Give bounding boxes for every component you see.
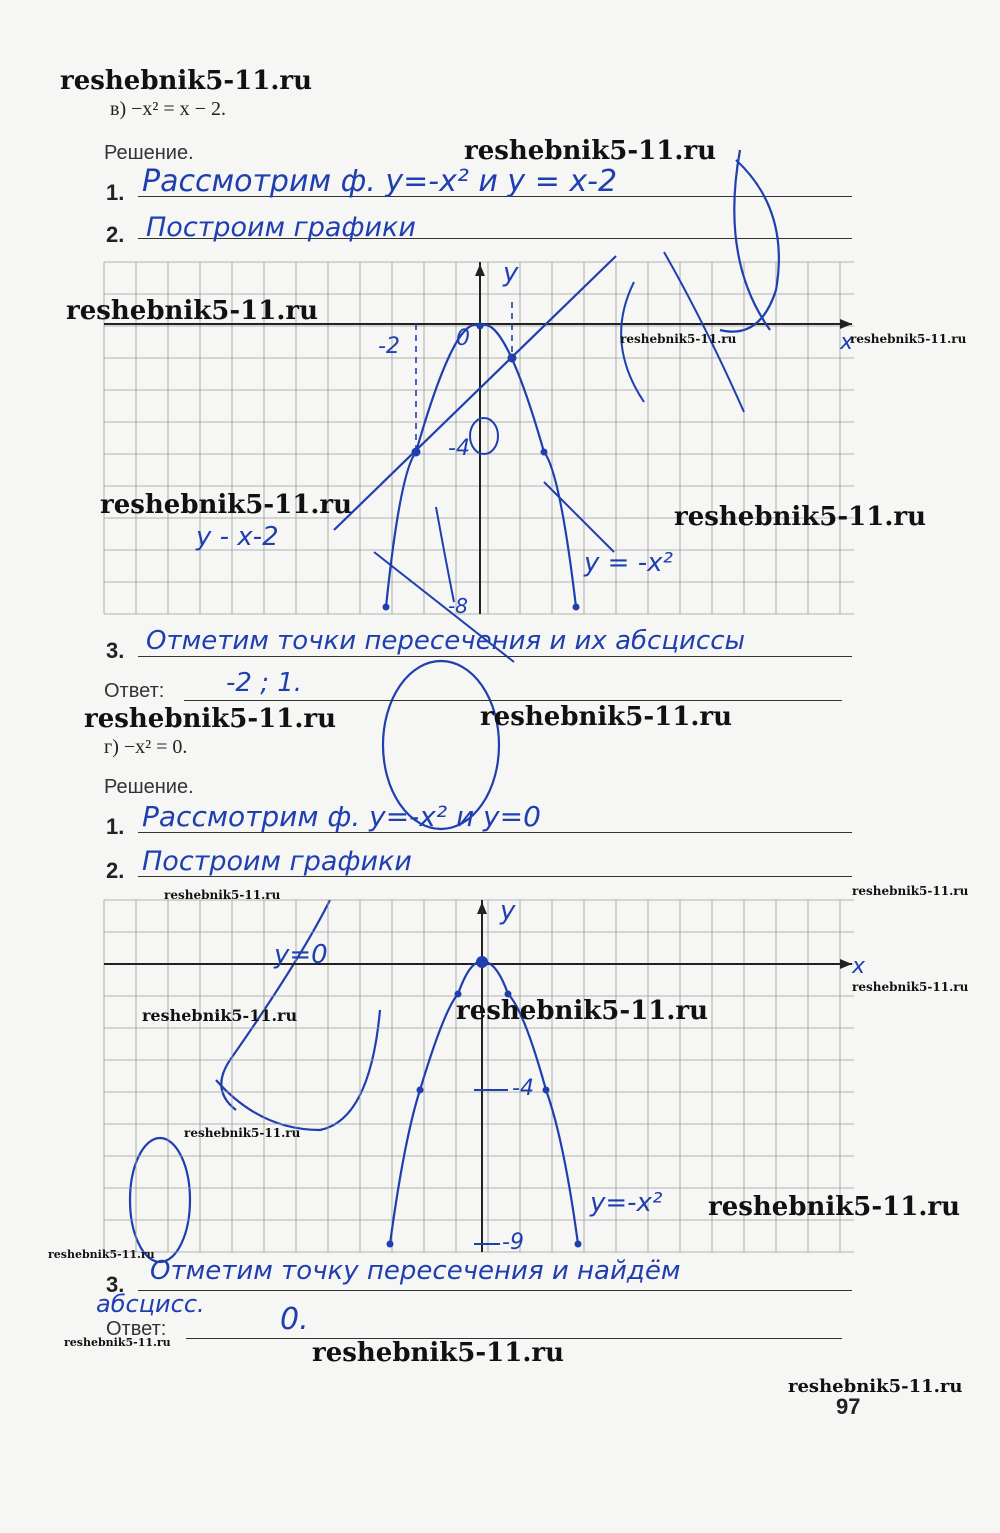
answer-line [138,1290,852,1291]
answer-v: -2 ; 1. [226,668,303,698]
watermark: reshebnik5-11.ru [788,1376,963,1397]
step-number-g2: 2. [106,858,125,883]
graph-v-x-label: x [840,330,854,355]
problem-g: г) −x² = 0. [104,736,188,758]
graph-v-mark-y2: -8 [448,594,468,618]
answer-label-g: Ответ: [106,1318,167,1340]
step-number-g3: 3. [106,1272,125,1297]
graph-g-mark-y2: -9 [502,1230,524,1255]
answer-line [184,700,842,701]
graph-v-origin-label: 0 [456,326,470,351]
watermark: reshebnik5-11.ru [620,332,737,346]
graph-v-mark-x: -2 [378,334,400,359]
graph-g-parabola-label: y=-x² [590,1188,663,1218]
graph-g-y-label: y [500,896,516,926]
handwriting-g1: Рассмотрим ф. y=-x² и y=0 [142,800,541,833]
watermark: reshebnik5-11.ru [60,66,313,96]
answer-g: 0. [280,1302,309,1337]
graph-v-line-label: y - x-2 [196,522,279,552]
watermark: reshebnik5-11.ru [852,884,969,898]
handwriting-g3-cont: абсцисс. [96,1290,205,1318]
watermark: reshebnik5-11.ru [48,1248,155,1261]
page-number: 97 [836,1394,861,1419]
watermark: reshebnik5-11.ru [84,704,337,734]
watermark: reshebnik5-11.ru [100,490,353,520]
handwriting-g3: Отметим точку пересечения и найдём [150,1256,681,1286]
watermark: reshebnik5-11.ru [164,888,281,902]
watermark: reshebnik5-11.ru [312,1338,565,1368]
watermark: reshebnik5-11.ru [142,1006,298,1025]
problem-v: в) −x² = x − 2. [110,98,226,120]
watermark: reshebnik5-11.ru [64,1336,171,1349]
handwriting-v2: Построим графики [146,212,416,243]
solution-label-v: Решение. [104,142,194,164]
graph-v-parabola-label: y = -x² [584,548,673,578]
graph-g-mark-y: -4 [512,1076,534,1101]
y-arrow [477,902,487,914]
handwriting-v1: Рассмотрим ф. y=-x² и y = x-2 [142,164,618,199]
x-arrow [840,959,852,969]
watermark: reshebnik5-11.ru [674,502,927,532]
watermark: reshebnik5-11.ru [66,296,319,326]
handwriting-v3: Отметим точки пересечения и их абсциссы [146,626,746,656]
answer-label-v: Ответ: [104,680,165,702]
graph-g-x-label: x [852,954,866,979]
watermark: reshebnik5-11.ru [708,1192,961,1222]
step-number-v1: 1. [106,180,125,205]
watermark: reshebnik5-11.ru [850,332,967,346]
step-number-v2: 2. [106,222,125,247]
intersection-point [476,956,488,968]
step-number-g1: 1. [106,814,125,839]
graph-v-mark-y: -4 [448,436,470,461]
step-number-v3: 3. [106,638,125,663]
watermark: reshebnik5-11.ru [480,702,733,732]
solution-label-g: Решение. [104,776,194,798]
watermark: reshebnik5-11.ru [456,996,709,1026]
graph-g-line-label: y=0 [274,940,328,970]
answer-line [138,656,852,657]
graph-v-y-label: y [503,258,519,288]
watermark: reshebnik5-11.ru [852,980,969,994]
watermark: reshebnik5-11.ru [184,1126,301,1140]
watermark: reshebnik5-11.ru [464,136,717,166]
handwriting-g2: Построим графики [142,846,412,877]
